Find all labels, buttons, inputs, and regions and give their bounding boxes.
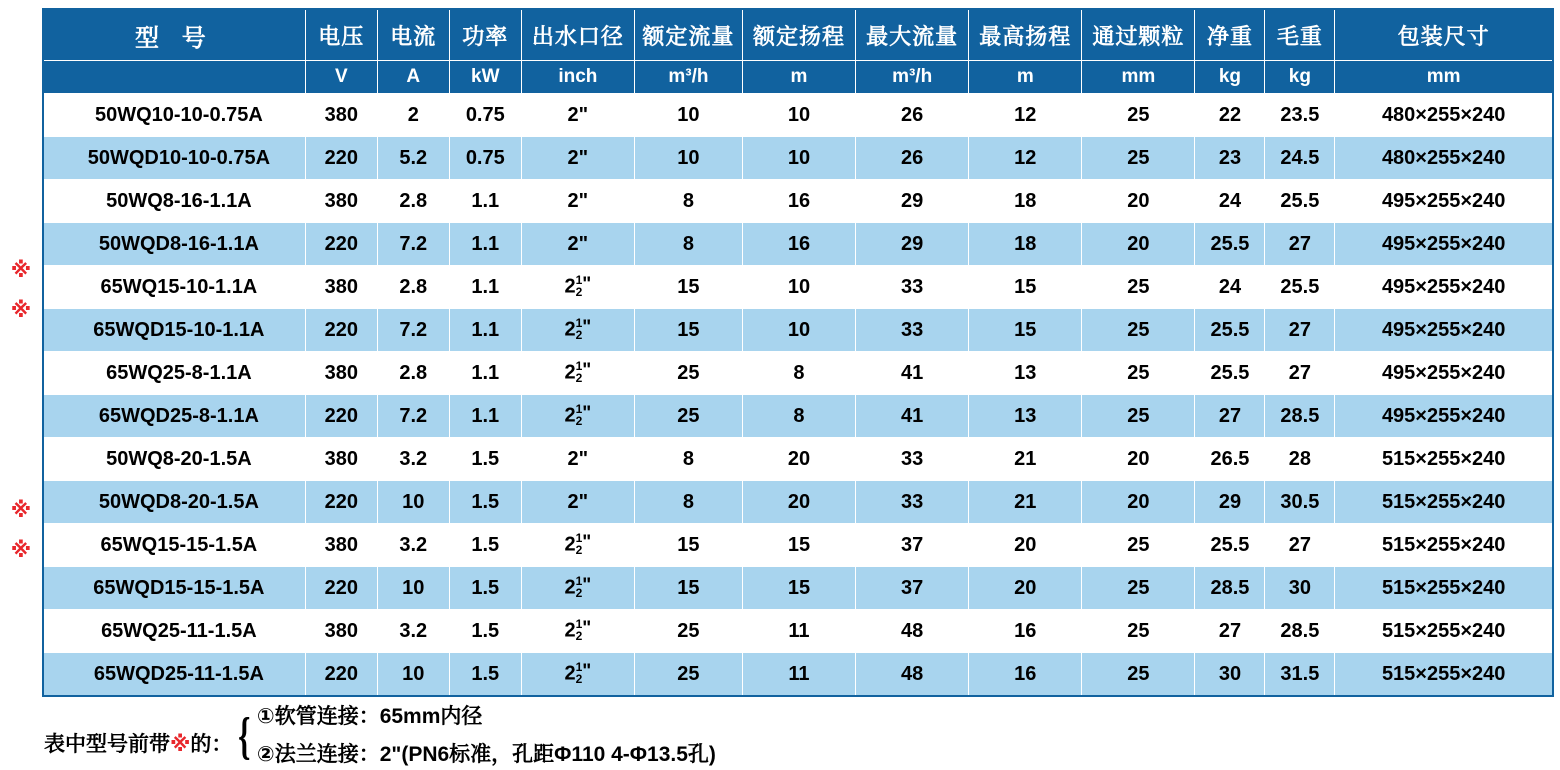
- header-gross-weight: 毛重: [1265, 9, 1335, 61]
- cell-rated-head: 16: [742, 223, 855, 266]
- cell-rated-head: 10: [742, 94, 855, 137]
- cell-outlet-diameter: 2 1 2 ": [521, 266, 634, 309]
- table-row: [43, 438, 1553, 481]
- footnote-mark-icon: ※: [170, 733, 191, 756]
- cell-max-flow: 37: [856, 524, 969, 567]
- cell-particle-size: 25: [1082, 94, 1195, 137]
- cell-voltage: 220: [305, 223, 377, 266]
- cell-particle-size: 25: [1082, 137, 1195, 180]
- cell-net-weight: 27: [1195, 395, 1265, 438]
- cell-particle-size: 25: [1082, 567, 1195, 610]
- cell-current: 2: [377, 94, 449, 137]
- footnote-lead-tail: 的：: [190, 733, 233, 756]
- cell-net-weight: 24: [1195, 266, 1265, 309]
- cell-net-weight: 23: [1195, 137, 1265, 180]
- cell-power: 1.1: [449, 352, 521, 395]
- cell-current: 2.8: [377, 352, 449, 395]
- cell-max-flow: 37: [856, 567, 969, 610]
- cell-rated-flow: 15: [634, 266, 742, 309]
- cell-current: 2.8: [377, 266, 449, 309]
- table-row: [43, 94, 1553, 137]
- table-row: [43, 266, 1553, 309]
- cell-package-size: 480×255×240: [1335, 137, 1553, 180]
- cell-rated-head: 10: [742, 266, 855, 309]
- cell-max-head: 13: [969, 395, 1082, 438]
- cell-outlet-diameter: 2 1 2 ": [521, 352, 634, 395]
- cell-rated-flow: 15: [634, 309, 742, 352]
- header-row-labels: [43, 9, 1553, 61]
- header-max-flow: 最大流量: [856, 9, 969, 61]
- cell-particle-size: 25: [1082, 395, 1195, 438]
- cell-model: 65WQD15-10-1.1A: [43, 309, 305, 352]
- cell-particle-size: 25: [1082, 524, 1195, 567]
- unit-package-size: mm: [1335, 61, 1553, 94]
- cell-outlet-diameter: 2 1 2 ": [521, 610, 634, 653]
- cell-net-weight: 25.5: [1195, 352, 1265, 395]
- footnote: [44, 700, 716, 768]
- cell-max-head: 21: [969, 438, 1082, 481]
- cell-max-head: 16: [969, 653, 1082, 697]
- table-header: [43, 9, 1553, 94]
- cell-voltage: 380: [305, 352, 377, 395]
- cell-net-weight: 28.5: [1195, 567, 1265, 610]
- row-mark-icon: ※: [10, 499, 32, 522]
- footnote-brace: {: [238, 708, 251, 765]
- cell-gross-weight: 24.5: [1265, 137, 1335, 180]
- row-mark-icon: ※: [10, 299, 32, 322]
- cell-rated-head: 20: [742, 438, 855, 481]
- header-row-units: [43, 61, 1553, 94]
- cell-outlet-diameter: 2": [521, 137, 634, 180]
- cell-net-weight: 22: [1195, 94, 1265, 137]
- cell-package-size: 495×255×240: [1335, 309, 1553, 352]
- cell-gross-weight: 27: [1265, 223, 1335, 266]
- cell-rated-head: 10: [742, 309, 855, 352]
- cell-net-weight: 25.5: [1195, 524, 1265, 567]
- cell-model: 50WQ10-10-0.75A: [43, 94, 305, 137]
- cell-package-size: 515×255×240: [1335, 653, 1553, 697]
- cell-current: 7.2: [377, 223, 449, 266]
- cell-rated-flow: 8: [634, 180, 742, 223]
- header-model: 型 号: [43, 9, 305, 61]
- footnote-line-2: ②法兰连接：2"(PN6标准，孔距Φ110 4-Φ13.5孔): [256, 743, 716, 766]
- cell-model: 50WQ8-20-1.5A: [43, 438, 305, 481]
- table-row: [43, 395, 1553, 438]
- cell-max-head: 16: [969, 610, 1082, 653]
- cell-voltage: 220: [305, 395, 377, 438]
- cell-gross-weight: 27: [1265, 309, 1335, 352]
- header-outlet-diameter: 出水口径: [521, 9, 634, 61]
- cell-net-weight: 27: [1195, 610, 1265, 653]
- footnote-lead-text: 表中型号前带: [44, 733, 170, 756]
- cell-rated-flow: 25: [634, 610, 742, 653]
- cell-model: 50WQD8-16-1.1A: [43, 223, 305, 266]
- cell-rated-head: 8: [742, 395, 855, 438]
- cell-gross-weight: 28: [1265, 438, 1335, 481]
- cell-rated-head: 8: [742, 352, 855, 395]
- cell-max-flow: 48: [856, 610, 969, 653]
- header-rated-flow: 额定流量: [634, 9, 742, 61]
- unit-outlet-diameter: inch: [521, 61, 634, 94]
- cell-gross-weight: 25.5: [1265, 180, 1335, 223]
- cell-max-head: 12: [969, 94, 1082, 137]
- cell-package-size: 515×255×240: [1335, 524, 1553, 567]
- cell-rated-head: 11: [742, 610, 855, 653]
- table-row: [43, 352, 1553, 395]
- cell-net-weight: 30: [1195, 653, 1265, 697]
- cell-model: 65WQ25-11-1.5A: [43, 610, 305, 653]
- cell-max-head: 18: [969, 180, 1082, 223]
- cell-package-size: 515×255×240: [1335, 610, 1553, 653]
- table-row: [43, 610, 1553, 653]
- cell-rated-flow: 8: [634, 438, 742, 481]
- cell-model: 65WQD25-11-1.5A: [43, 653, 305, 697]
- cell-voltage: 380: [305, 524, 377, 567]
- cell-outlet-diameter: 2": [521, 223, 634, 266]
- cell-max-flow: 26: [856, 94, 969, 137]
- unit-net-weight: kg: [1195, 61, 1265, 94]
- pump-spec-table: [42, 8, 1554, 697]
- cell-current: 2.8: [377, 180, 449, 223]
- table-row: [43, 223, 1553, 266]
- cell-power: 1.1: [449, 395, 521, 438]
- cell-max-head: 13: [969, 352, 1082, 395]
- cell-particle-size: 25: [1082, 266, 1195, 309]
- cell-outlet-diameter: 2 1 2 ": [521, 567, 634, 610]
- cell-current: 10: [377, 653, 449, 697]
- cell-rated-flow: 25: [634, 395, 742, 438]
- cell-max-head: 20: [969, 567, 1082, 610]
- cell-max-flow: 29: [856, 223, 969, 266]
- cell-rated-flow: 25: [634, 653, 742, 697]
- cell-power: 1.5: [449, 481, 521, 524]
- unit-particle-size: mm: [1082, 61, 1195, 94]
- cell-rated-flow: 8: [634, 481, 742, 524]
- cell-package-size: 495×255×240: [1335, 180, 1553, 223]
- cell-gross-weight: 31.5: [1265, 653, 1335, 697]
- cell-max-flow: 29: [856, 180, 969, 223]
- cell-package-size: 495×255×240: [1335, 395, 1553, 438]
- unit-voltage: V: [305, 61, 377, 94]
- header-net-weight: 净重: [1195, 9, 1265, 61]
- cell-max-head: 18: [969, 223, 1082, 266]
- cell-current: 3.2: [377, 438, 449, 481]
- header-current: 电流: [377, 9, 449, 61]
- header-package-size: 包装尺寸: [1335, 9, 1553, 61]
- table-row: [43, 653, 1553, 697]
- cell-current: 5.2: [377, 137, 449, 180]
- cell-rated-head: 15: [742, 567, 855, 610]
- cell-gross-weight: 27: [1265, 352, 1335, 395]
- cell-max-head: 12: [969, 137, 1082, 180]
- cell-max-flow: 33: [856, 266, 969, 309]
- footnote-line-1: ①软管连接：65mm内径: [256, 705, 483, 728]
- cell-model: 65WQ15-15-1.5A: [43, 524, 305, 567]
- cell-max-flow: 48: [856, 653, 969, 697]
- row-mark-icon: ※: [10, 259, 32, 282]
- cell-outlet-diameter: 2": [521, 438, 634, 481]
- unit-model: [43, 61, 305, 94]
- cell-model: 50WQ8-16-1.1A: [43, 180, 305, 223]
- footnote-lines: [257, 700, 716, 768]
- cell-power: 0.75: [449, 137, 521, 180]
- cell-net-weight: 24: [1195, 180, 1265, 223]
- cell-package-size: 480×255×240: [1335, 94, 1553, 137]
- table-row: [43, 524, 1553, 567]
- cell-voltage: 220: [305, 653, 377, 697]
- cell-power: 1.1: [449, 309, 521, 352]
- cell-gross-weight: 28.5: [1265, 395, 1335, 438]
- header-power: 功率: [449, 9, 521, 61]
- cell-gross-weight: 25.5: [1265, 266, 1335, 309]
- cell-voltage: 380: [305, 610, 377, 653]
- table-row: [43, 180, 1553, 223]
- cell-model: 65WQD15-15-1.5A: [43, 567, 305, 610]
- cell-max-flow: 41: [856, 395, 969, 438]
- unit-current: A: [377, 61, 449, 94]
- cell-power: 1.5: [449, 524, 521, 567]
- cell-rated-head: 15: [742, 524, 855, 567]
- cell-power: 0.75: [449, 94, 521, 137]
- cell-power: 1.5: [449, 438, 521, 481]
- header-particle-size: 通过颗粒: [1082, 9, 1195, 61]
- table-row: [43, 137, 1553, 180]
- cell-package-size: 495×255×240: [1335, 223, 1553, 266]
- cell-max-head: 20: [969, 524, 1082, 567]
- cell-particle-size: 20: [1082, 180, 1195, 223]
- unit-max-flow: m³/h: [856, 61, 969, 94]
- cell-outlet-diameter: 2 1 2 ": [521, 395, 634, 438]
- table-body: [43, 94, 1553, 697]
- cell-package-size: 495×255×240: [1335, 266, 1553, 309]
- cell-current: 7.2: [377, 309, 449, 352]
- cell-net-weight: 26.5: [1195, 438, 1265, 481]
- cell-particle-size: 25: [1082, 352, 1195, 395]
- cell-gross-weight: 30.5: [1265, 481, 1335, 524]
- cell-model: 65WQ25-8-1.1A: [43, 352, 305, 395]
- cell-rated-head: 11: [742, 653, 855, 697]
- cell-particle-size: 20: [1082, 223, 1195, 266]
- table-row: [43, 309, 1553, 352]
- cell-rated-head: 10: [742, 137, 855, 180]
- cell-voltage: 380: [305, 180, 377, 223]
- cell-particle-size: 25: [1082, 653, 1195, 697]
- cell-current: 3.2: [377, 610, 449, 653]
- cell-max-flow: 33: [856, 438, 969, 481]
- cell-voltage: 380: [305, 266, 377, 309]
- cell-particle-size: 20: [1082, 481, 1195, 524]
- cell-gross-weight: 23.5: [1265, 94, 1335, 137]
- cell-net-weight: 25.5: [1195, 223, 1265, 266]
- header-rated-head: 额定扬程: [742, 9, 855, 61]
- cell-rated-head: 20: [742, 481, 855, 524]
- cell-max-head: 15: [969, 309, 1082, 352]
- cell-current: 10: [377, 481, 449, 524]
- cell-particle-size: 25: [1082, 309, 1195, 352]
- table-row: [43, 567, 1553, 610]
- cell-particle-size: 25: [1082, 610, 1195, 653]
- cell-max-head: 15: [969, 266, 1082, 309]
- cell-model: 65WQD25-8-1.1A: [43, 395, 305, 438]
- cell-rated-flow: 8: [634, 223, 742, 266]
- cell-max-flow: 33: [856, 481, 969, 524]
- cell-outlet-diameter: 2 1 2 ": [521, 653, 634, 697]
- cell-current: 7.2: [377, 395, 449, 438]
- unit-power: kW: [449, 61, 521, 94]
- cell-model: 50WQD10-10-0.75A: [43, 137, 305, 180]
- cell-package-size: 515×255×240: [1335, 481, 1553, 524]
- cell-rated-flow: 15: [634, 567, 742, 610]
- cell-model: 50WQD8-20-1.5A: [43, 481, 305, 524]
- cell-rated-flow: 15: [634, 524, 742, 567]
- cell-gross-weight: 27: [1265, 524, 1335, 567]
- cell-current: 3.2: [377, 524, 449, 567]
- cell-package-size: 515×255×240: [1335, 438, 1553, 481]
- cell-particle-size: 20: [1082, 438, 1195, 481]
- footnote-lead: [44, 710, 232, 758]
- cell-power: 1.1: [449, 266, 521, 309]
- cell-net-weight: 25.5: [1195, 309, 1265, 352]
- cell-package-size: 515×255×240: [1335, 567, 1553, 610]
- unit-rated-flow: m³/h: [634, 61, 742, 94]
- header-max-head: 最高扬程: [969, 9, 1082, 61]
- cell-power: 1.5: [449, 653, 521, 697]
- cell-current: 10: [377, 567, 449, 610]
- cell-outlet-diameter: 2": [521, 180, 634, 223]
- cell-power: 1.5: [449, 610, 521, 653]
- table-row: [43, 481, 1553, 524]
- cell-power: 1.5: [449, 567, 521, 610]
- cell-max-flow: 26: [856, 137, 969, 180]
- cell-rated-flow: 10: [634, 94, 742, 137]
- cell-rated-head: 16: [742, 180, 855, 223]
- cell-max-head: 21: [969, 481, 1082, 524]
- cell-outlet-diameter: 2": [521, 94, 634, 137]
- cell-model: 65WQ15-10-1.1A: [43, 266, 305, 309]
- unit-max-head: m: [969, 61, 1082, 94]
- cell-voltage: 380: [305, 94, 377, 137]
- cell-voltage: 220: [305, 137, 377, 180]
- cell-net-weight: 29: [1195, 481, 1265, 524]
- cell-power: 1.1: [449, 223, 521, 266]
- cell-voltage: 220: [305, 567, 377, 610]
- row-mark-icon: ※: [10, 539, 32, 562]
- unit-gross-weight: kg: [1265, 61, 1335, 94]
- cell-rated-flow: 10: [634, 137, 742, 180]
- cell-power: 1.1: [449, 180, 521, 223]
- cell-outlet-diameter: 2": [521, 481, 634, 524]
- cell-gross-weight: 30: [1265, 567, 1335, 610]
- cell-gross-weight: 28.5: [1265, 610, 1335, 653]
- cell-rated-flow: 25: [634, 352, 742, 395]
- cell-voltage: 380: [305, 438, 377, 481]
- unit-rated-head: m: [742, 61, 855, 94]
- header-voltage: 电压: [305, 9, 377, 61]
- cell-voltage: 220: [305, 481, 377, 524]
- cell-max-flow: 41: [856, 352, 969, 395]
- cell-outlet-diameter: 2 1 2 ": [521, 309, 634, 352]
- cell-package-size: 495×255×240: [1335, 352, 1553, 395]
- cell-outlet-diameter: 2 1 2 ": [521, 524, 634, 567]
- cell-voltage: 220: [305, 309, 377, 352]
- cell-max-flow: 33: [856, 309, 969, 352]
